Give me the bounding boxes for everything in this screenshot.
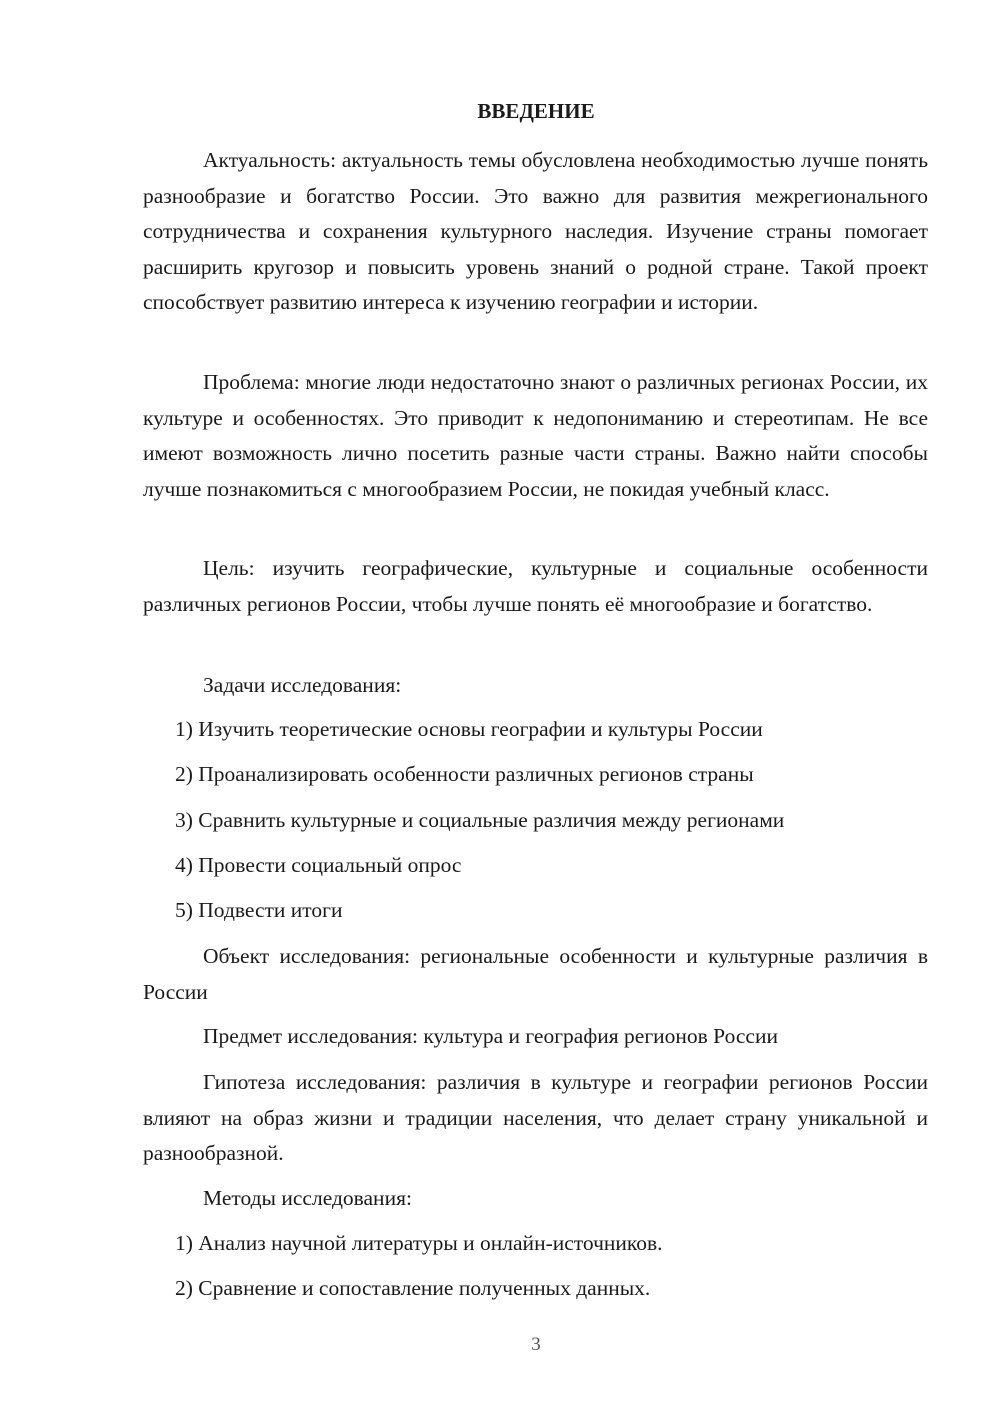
page-title: ВВЕДЕНИЕ bbox=[477, 99, 595, 123]
task-item: 5) Подвести итоги bbox=[175, 898, 343, 922]
method-item: 1) Анализ научной литературы и онлайн-источников. bbox=[175, 1231, 663, 1255]
goal-paragraph: Цель: изучить географические, культурные и социальные особенности различных регионов России, чтобы лучше понять её многообразие и богатство. bbox=[143, 556, 928, 616]
object-paragraph: Объект исследования: региональные особенности и культурные различия в России bbox=[143, 944, 928, 1004]
methods-heading: Методы исследования: bbox=[203, 1186, 412, 1210]
task-item: 2) Проанализировать особенности различных регионов страны bbox=[175, 762, 754, 786]
task-item: 4) Провести социальный опрос bbox=[175, 853, 462, 877]
method-item: 2) Сравнение и сопоставление полученных данных. bbox=[175, 1276, 651, 1300]
page-number: 3 bbox=[531, 1334, 541, 1355]
problem-paragraph: Проблема: многие люди недостаточно знают о различных регионах России, их культуре и особенностях. Это приводит к недопониманию и стереотипам. Не все имеют возможность лично посетить разные части страны. Важно найти способы лучше познакомиться с многообразием России, не покидая учебный класс. bbox=[143, 370, 928, 501]
subject-paragraph: Предмет исследования: культура и география регионов России bbox=[203, 1024, 778, 1048]
task-item: 3) Сравнить культурные и социальные различия между регионами bbox=[175, 808, 785, 832]
hypothesis-paragraph: Гипотеза исследования: различия в культуре и географии регионов России влияют на образ жизни и традиции населения, что делает страну уникальной и разнообразной. bbox=[143, 1070, 928, 1165]
relevance-paragraph: Актуальность: актуальность темы обусловлена необходимостью лучше понять разнообразие и богатство России. Это важно для развития межрегионального сотрудничества и сохранения культурного наследия. Изучение страны помогает расширить кругозор и повысить уровень знаний о родной стране. Такой проект способствует развитию интереса к изучению географии и истории. bbox=[143, 148, 928, 314]
tasks-heading: Задачи исследования: bbox=[203, 673, 402, 697]
task-item: 1) Изучить теоретические основы географии и культуры России bbox=[175, 717, 763, 741]
